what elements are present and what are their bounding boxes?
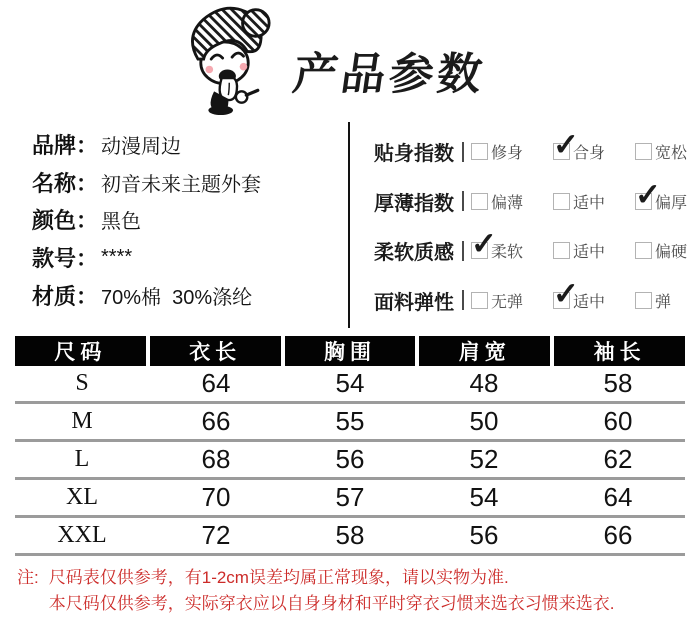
checkbox[interactable] — [471, 292, 488, 309]
table-row-l — [15, 442, 685, 480]
option-fit-loose: 宽松 — [635, 140, 700, 163]
table-row-s — [15, 366, 685, 404]
option-stretch: 弹 — [635, 289, 700, 312]
col-header-bust: 胸围 — [285, 336, 416, 366]
cell-sleeve: 62 — [603, 444, 633, 474]
cell-bust: 56 — [335, 444, 365, 474]
col-header-shoulder: 肩宽 — [419, 336, 550, 366]
vertical-divider — [348, 122, 350, 328]
attribute-scales — [374, 127, 694, 325]
checkbox[interactable] — [471, 193, 488, 210]
table-row-xl — [15, 480, 685, 518]
info-row-style-no — [32, 239, 332, 277]
info-value: 动漫周边 — [101, 136, 182, 159]
cell-bust: 57 — [335, 482, 365, 512]
checkmark-icon: ✓ — [635, 176, 661, 212]
cell-sleeve: 60 — [603, 406, 633, 436]
scale-label: 厚薄指数 — [374, 192, 454, 215]
option-soft: ✓ 柔软 — [471, 226, 524, 262]
label-divider — [462, 191, 464, 211]
cell-sleeve: 58 — [603, 368, 633, 398]
option-thin: 偏薄 — [471, 190, 553, 213]
table-row-m — [15, 404, 685, 442]
info-label: 品牌： — [32, 133, 99, 159]
scale-row-elasticity — [374, 276, 694, 326]
table-row-xxl — [15, 518, 685, 556]
cell-length: 64 — [201, 368, 231, 398]
option-fit-regular: ✓ 合身 — [553, 127, 606, 163]
cell-length: 72 — [201, 520, 231, 550]
info-label: 名称： — [32, 170, 99, 196]
checkmark-icon: ✓ — [553, 275, 579, 311]
cell-shoulder: 48 — [469, 368, 499, 398]
cell-size: L — [74, 446, 90, 472]
checkbox[interactable] — [635, 292, 652, 309]
cell-size: M — [71, 408, 93, 434]
checkbox[interactable] — [553, 193, 570, 210]
cell-shoulder: 56 — [469, 520, 499, 550]
footnotes — [17, 566, 614, 617]
note-line-2: 本尺码仅供参考，实际穿衣应以自身身材和平时穿衣习惯来选衣习惯来选衣. — [48, 593, 615, 613]
checkbox[interactable] — [553, 275, 579, 311]
col-header-length: 衣长 — [150, 336, 281, 366]
scale-row-softness — [374, 226, 694, 276]
label-divider — [462, 142, 464, 162]
cell-bust: 54 — [335, 368, 365, 398]
checkbox[interactable] — [553, 127, 579, 163]
option-no-stretch: 无弹 — [471, 289, 553, 312]
product-attributes — [32, 126, 332, 314]
cell-shoulder: 50 — [469, 406, 499, 436]
scale-label: 贴身指数 — [374, 143, 454, 166]
cell-shoulder: 54 — [469, 482, 499, 512]
note-prefix: 注: — [17, 568, 39, 587]
header — [186, 4, 489, 116]
checkmark-icon: ✓ — [471, 226, 497, 262]
option-thick: ✓ 偏厚 — [635, 176, 688, 212]
info-value: 黑色 — [101, 211, 142, 234]
info-row-color — [32, 201, 332, 239]
info-row-material — [32, 276, 332, 314]
option-medium-thickness: 适中 — [553, 190, 635, 213]
cell-sleeve: 64 — [603, 482, 633, 512]
cell-bust: 58 — [335, 520, 365, 550]
checkbox[interactable] — [635, 143, 652, 160]
label-divider — [462, 290, 464, 310]
option-fit-slim: 修身 — [471, 140, 553, 163]
mascot-girl-icon — [186, 4, 282, 116]
cell-length: 70 — [201, 482, 231, 512]
info-row-brand — [32, 126, 332, 164]
info-row-name — [32, 164, 332, 202]
cell-size: XXL — [57, 522, 107, 548]
info-value: **** — [101, 246, 133, 269]
info-label: 颜色： — [32, 208, 99, 234]
checkbox[interactable] — [553, 242, 570, 259]
scale-label: 柔软质感 — [374, 242, 454, 265]
scale-row-thickness — [374, 177, 694, 227]
info-value: 初音未来主题外套 — [101, 173, 262, 196]
cell-length: 66 — [201, 406, 231, 436]
scale-label: 面料弹性 — [374, 291, 454, 314]
page-title: 产品参数 — [289, 50, 489, 99]
cell-size: XL — [66, 484, 98, 510]
cell-sleeve: 66 — [603, 520, 633, 550]
checkbox[interactable] — [471, 143, 488, 160]
info-label: 材质： — [32, 283, 99, 309]
option-medium-stretch: ✓ 适中 — [553, 275, 606, 311]
checkmark-icon: ✓ — [553, 127, 579, 163]
note-line-1: 尺码表仅供参考，有1-2cm误差均属正常现象，请以实物为准. — [48, 568, 509, 587]
cell-size: S — [75, 370, 89, 396]
info-label: 款号： — [32, 246, 99, 272]
size-table-header — [15, 336, 685, 366]
option-medium-softness: 适中 — [553, 239, 635, 262]
cell-bust: 55 — [335, 406, 365, 436]
col-header-sleeve: 袖长 — [554, 336, 685, 366]
size-table — [15, 336, 685, 556]
label-divider — [462, 241, 464, 261]
product-info-section — [0, 126, 700, 326]
checkbox[interactable] — [635, 242, 652, 259]
scale-row-fit — [374, 127, 694, 177]
option-hard: 偏硬 — [635, 239, 700, 262]
checkbox[interactable] — [471, 226, 497, 262]
cell-shoulder: 52 — [469, 444, 499, 474]
note-lines — [49, 566, 615, 617]
checkbox[interactable] — [635, 176, 661, 212]
cell-length: 68 — [201, 444, 231, 474]
col-header-size: 尺码 — [15, 336, 146, 366]
info-value: 70%棉 30%涤纶 — [101, 286, 253, 309]
